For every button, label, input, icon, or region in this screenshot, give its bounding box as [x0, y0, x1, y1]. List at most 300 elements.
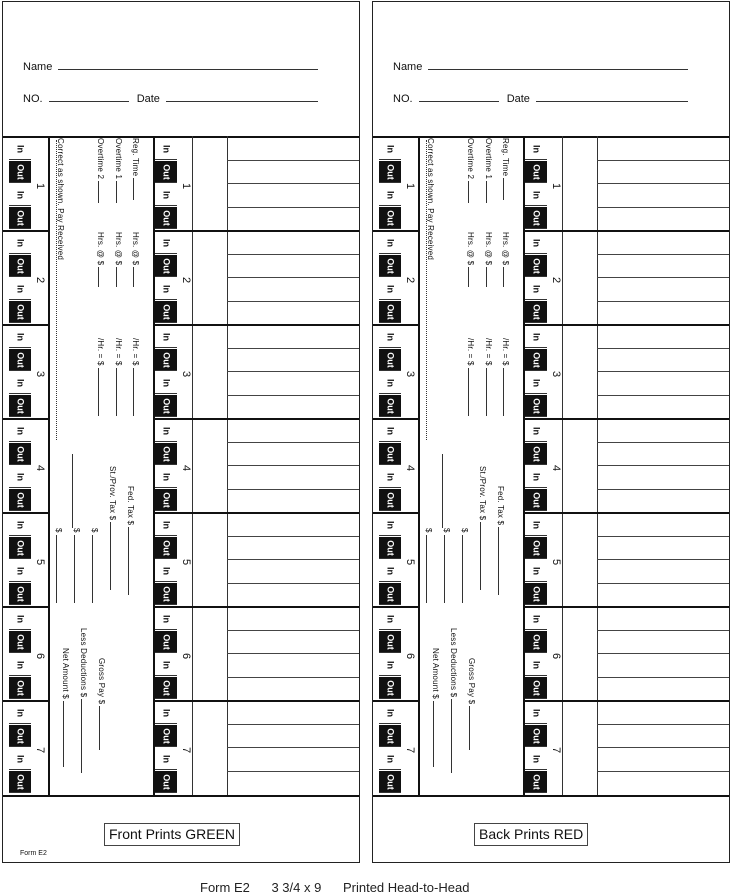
punch-in-label: In	[531, 754, 542, 763]
punch-in-cell	[379, 232, 401, 254]
punch-in-cell	[379, 278, 401, 300]
deduction-label	[424, 528, 434, 605]
day-number: 2	[34, 276, 46, 284]
punch-in-cell	[525, 326, 547, 348]
punch-in-label: In	[531, 566, 542, 575]
fill-blank	[503, 267, 511, 287]
punch-out-cell	[525, 583, 547, 605]
right-punch-strip	[155, 232, 177, 324]
punch-in-label: In	[161, 426, 172, 435]
left-punch-strip	[9, 232, 31, 324]
punch-in-cell	[9, 232, 31, 254]
punch-in-label: In	[161, 378, 172, 387]
punch-in-cell	[155, 372, 177, 394]
number-line	[419, 91, 499, 102]
overtime1-label-text: Overtime 1	[114, 138, 123, 180]
punch-out-label: Out	[161, 539, 172, 556]
right-punch-strip	[525, 420, 547, 512]
punch-in-label: In	[15, 472, 26, 481]
deduction-label	[442, 528, 452, 605]
punch-in-cell	[525, 514, 547, 536]
hours-rate-label	[466, 232, 476, 289]
punch-out-cell	[379, 161, 401, 183]
punch-out-cell	[9, 771, 31, 793]
punch-out-cell	[525, 207, 547, 229]
fill-blank	[74, 535, 82, 603]
punch-in-label: In	[15, 332, 26, 341]
punch-out-cell	[9, 349, 31, 371]
punch-in-cell	[379, 560, 401, 582]
punch-out-cell	[155, 443, 177, 465]
punch-out-label: Out	[531, 679, 542, 696]
punch-in-label: In	[385, 708, 396, 717]
less-deductions-label-text: Less Deductions $	[79, 628, 88, 698]
day-number: 2	[404, 276, 416, 284]
punch-out-cell	[525, 161, 547, 183]
punch-out-cell	[525, 349, 547, 371]
fill-blank	[426, 535, 434, 603]
reg-time-label	[501, 138, 511, 202]
net-amount-label	[431, 648, 441, 769]
hours-line	[597, 371, 729, 372]
front-card	[2, 1, 360, 863]
punch-in-cell	[9, 654, 31, 676]
punch-in-label: In	[531, 426, 542, 435]
punch-out-label: Out	[531, 727, 542, 744]
punch-in-label: In	[385, 754, 396, 763]
number-date-row	[23, 91, 323, 106]
punch-in-label: In	[161, 754, 172, 763]
punch-out-label: Out	[385, 585, 396, 602]
hours-rate-label	[114, 232, 124, 289]
punch-out-label: Out	[531, 303, 542, 320]
name-line	[428, 59, 688, 70]
punch-out-label: Out	[161, 633, 172, 650]
per-hour-label-text: /Hr. = $	[114, 338, 123, 366]
hours-rate-label-text: Hrs. @ $	[484, 232, 493, 266]
punch-out-label: Out	[385, 209, 396, 226]
punch-in-label: In	[15, 378, 26, 387]
punch-in-cell	[525, 278, 547, 300]
deduction-label	[54, 528, 64, 605]
fill-blank	[99, 706, 107, 750]
hours-line	[597, 559, 729, 560]
punch-out-label: Out	[15, 351, 26, 368]
fill-blank	[468, 181, 476, 203]
punch-in-cell	[155, 748, 177, 770]
punch-out-label: Out	[15, 773, 26, 790]
punch-in-cell	[155, 560, 177, 582]
punch-in-label: In	[161, 566, 172, 575]
day-number: 3	[34, 370, 46, 378]
form-caption	[200, 880, 487, 895]
column-divider	[192, 136, 193, 795]
hours-line	[227, 559, 359, 560]
deduction-label-text: $	[460, 528, 469, 533]
punch-out-cell	[525, 631, 547, 653]
punch-out-cell	[155, 631, 177, 653]
punch-out-label: Out	[161, 163, 172, 180]
fill-blank	[498, 527, 506, 595]
day-separator	[523, 606, 729, 608]
day-number: 5	[404, 558, 416, 566]
deduction-label-text: $	[90, 528, 99, 533]
hours-rate-label-text: Hrs. @ $	[466, 232, 475, 266]
gross-pay-label	[97, 658, 107, 752]
hours-line	[227, 653, 359, 654]
less-deductions-label	[79, 628, 89, 775]
punch-in-cell	[155, 138, 177, 160]
punch-out-label: Out	[15, 397, 26, 414]
left-punch-strip	[9, 138, 31, 230]
day-number: 6	[34, 652, 46, 660]
number-line	[49, 91, 129, 102]
day-number: 4	[550, 464, 562, 472]
punch-out-label: Out	[385, 303, 396, 320]
punch-out-cell	[379, 443, 401, 465]
back-card	[372, 1, 730, 863]
punch-in-label: In	[531, 520, 542, 529]
punch-in-cell	[155, 420, 177, 442]
deduction-label-text: $	[424, 528, 433, 533]
punch-in-cell	[155, 184, 177, 206]
punch-out-label: Out	[385, 727, 396, 744]
reg-time-label	[131, 138, 141, 202]
deduction-label	[90, 528, 100, 605]
punch-out-label: Out	[531, 773, 542, 790]
date-line	[166, 91, 318, 102]
punch-in-label: In	[385, 614, 396, 623]
punch-out-cell	[9, 677, 31, 699]
punch-out-label: Out	[531, 633, 542, 650]
hours-line	[597, 207, 729, 208]
right-punch-strip	[525, 138, 547, 230]
punch-in-cell	[155, 608, 177, 630]
punch-in-cell	[155, 278, 177, 300]
hours-line	[597, 583, 729, 584]
pay-received-label	[56, 138, 65, 260]
left-punch-strip	[379, 514, 401, 606]
punch-in-cell	[155, 466, 177, 488]
punch-in-label: In	[385, 426, 396, 435]
strip-divider	[48, 136, 50, 795]
punch-out-cell	[155, 395, 177, 417]
hours-line	[597, 630, 729, 631]
day-separator	[153, 512, 359, 514]
fill-blank	[56, 535, 64, 603]
form-tag: Form E2	[20, 850, 47, 857]
punch-out-cell	[525, 725, 547, 747]
fill-blank	[469, 706, 477, 750]
punch-out-cell	[525, 677, 547, 699]
punch-in-cell	[525, 184, 547, 206]
per-hour-label-text: /Hr. = $	[484, 338, 493, 366]
number-label: NO.	[23, 93, 43, 105]
punch-out-label: Out	[15, 585, 26, 602]
punch-out-label: Out	[385, 257, 396, 274]
pay-received-label-text: Correct as shown. Pay Received	[426, 138, 435, 261]
day-number: 4	[34, 464, 46, 472]
hours-line	[597, 442, 729, 443]
hours-line	[597, 348, 729, 349]
punch-out-cell	[525, 489, 547, 511]
hours-line	[227, 536, 359, 537]
punch-in-label: In	[385, 190, 396, 199]
punch-out-cell	[9, 207, 31, 229]
fill-blank	[462, 535, 470, 603]
punch-in-cell	[9, 748, 31, 770]
reg-time-label-text: Reg. Time	[131, 138, 140, 177]
bottom-rule	[373, 795, 729, 797]
fill-blank	[128, 527, 136, 595]
st-prov-tax-label-text: St./Prov. Tax $	[478, 466, 487, 521]
punch-in-cell	[379, 702, 401, 724]
right-punch-strip	[525, 232, 547, 324]
day-number: 1	[404, 182, 416, 190]
hours-line	[227, 301, 359, 302]
punch-in-cell	[155, 514, 177, 536]
punch-out-label: Out	[15, 727, 26, 744]
hours-rate-label-text: Hrs. @ $	[96, 232, 105, 266]
punch-in-label: In	[385, 378, 396, 387]
punch-in-cell	[9, 372, 31, 394]
punch-in-label: In	[15, 614, 26, 623]
punch-out-cell	[155, 725, 177, 747]
left-punch-strip	[379, 420, 401, 512]
day-separator	[153, 230, 359, 232]
hours-rate-label	[96, 232, 106, 289]
caption-size: 3 3/4 x 9	[271, 880, 322, 895]
punch-out-label: Out	[15, 163, 26, 180]
punch-out-label: Out	[161, 351, 172, 368]
punch-in-label: In	[531, 472, 542, 481]
punch-out-label: Out	[531, 491, 542, 508]
st-prov-tax-label	[108, 466, 118, 592]
punch-out-cell	[155, 161, 177, 183]
punch-in-cell	[9, 326, 31, 348]
fill-blank	[81, 699, 89, 773]
punch-out-cell	[9, 489, 31, 511]
punch-in-cell	[155, 702, 177, 724]
punch-in-label: In	[531, 378, 542, 387]
punch-in-label: In	[531, 144, 542, 153]
punch-in-label: In	[15, 426, 26, 435]
punch-out-cell	[9, 443, 31, 465]
punch-in-cell	[9, 560, 31, 582]
punch-out-label: Out	[385, 351, 396, 368]
pay-received-label	[426, 138, 435, 260]
punch-in-label: In	[385, 144, 396, 153]
hours-rate-label	[501, 232, 511, 289]
right-punch-strip	[525, 326, 547, 418]
punch-in-cell	[525, 702, 547, 724]
punch-in-label: In	[385, 472, 396, 481]
hours-line	[227, 183, 359, 184]
pay-received-label-text: Correct as shown. Pay Received	[56, 138, 65, 261]
punch-out-cell	[379, 771, 401, 793]
fill-blank	[433, 701, 441, 767]
punch-in-cell	[9, 184, 31, 206]
st-prov-tax-label	[478, 466, 488, 592]
punch-out-cell	[525, 771, 547, 793]
fill-blank	[503, 178, 511, 200]
punch-out-label: Out	[385, 397, 396, 414]
punch-out-label: Out	[15, 257, 26, 274]
overtime1-label-text: Overtime 1	[484, 138, 493, 180]
overtime2-label-text: Overtime 2	[96, 138, 105, 180]
per-hour-label	[501, 338, 511, 418]
day-separator	[523, 700, 729, 702]
punch-out-cell	[379, 677, 401, 699]
less-deductions-label	[449, 628, 459, 775]
net-amount-label-text: Net Amount $	[431, 648, 440, 699]
deduction-line	[442, 454, 443, 528]
punch-in-cell	[9, 608, 31, 630]
punch-in-label: In	[531, 238, 542, 247]
gross-pay-label-text: Gross Pay $	[467, 658, 476, 705]
hours-line	[227, 160, 359, 161]
caption-form: Form E2	[200, 880, 250, 895]
punch-out-label: Out	[15, 679, 26, 696]
punch-out-label: Out	[15, 209, 26, 226]
punch-out-label: Out	[531, 351, 542, 368]
punch-in-cell	[379, 466, 401, 488]
punch-in-cell	[525, 138, 547, 160]
reg-time-label-text: Reg. Time	[501, 138, 510, 177]
deduction-label-text: $	[54, 528, 63, 533]
fed-tax-label	[496, 486, 506, 597]
day-separator	[153, 700, 359, 702]
fill-blank	[98, 267, 106, 287]
hours-line	[227, 724, 359, 725]
hours-line	[597, 465, 729, 466]
day-number: 7	[550, 746, 562, 754]
fill-blank	[468, 368, 476, 416]
deduction-label-text: $	[442, 528, 451, 533]
punch-in-cell	[379, 748, 401, 770]
fill-blank	[486, 181, 494, 203]
punch-out-cell	[9, 725, 31, 747]
hours-line	[227, 771, 359, 772]
punch-out-cell	[155, 771, 177, 793]
left-punch-strip	[379, 326, 401, 418]
punch-out-cell	[379, 631, 401, 653]
punch-out-label: Out	[161, 773, 172, 790]
name-row	[393, 59, 693, 74]
punch-out-label: Out	[385, 163, 396, 180]
fill-blank	[116, 181, 124, 203]
left-punch-strip	[379, 608, 401, 700]
punch-in-cell	[525, 748, 547, 770]
punch-out-label: Out	[385, 633, 396, 650]
punch-in-cell	[525, 654, 547, 676]
left-punch-strip	[9, 702, 31, 794]
day-number: 5	[34, 558, 46, 566]
punch-out-label: Out	[15, 491, 26, 508]
punch-out-cell	[9, 537, 31, 559]
punch-out-label: Out	[531, 257, 542, 274]
hours-line	[597, 395, 729, 396]
hours-line	[597, 301, 729, 302]
punch-in-label: In	[385, 520, 396, 529]
punch-in-cell	[379, 372, 401, 394]
name-label: Name	[23, 61, 53, 73]
hours-line	[597, 160, 729, 161]
fill-blank	[451, 699, 459, 773]
punch-in-label: In	[531, 614, 542, 623]
fill-blank	[110, 522, 118, 590]
punch-out-cell	[525, 395, 547, 417]
punch-in-label: In	[531, 708, 542, 717]
hours-rate-label-text: Hrs. @ $	[131, 232, 140, 266]
hours-rate-label-text: Hrs. @ $	[501, 232, 510, 266]
overtime1-label	[114, 138, 124, 205]
punch-out-cell	[155, 677, 177, 699]
day-number: 3	[180, 370, 192, 378]
less-deductions-label-text: Less Deductions $	[449, 628, 458, 698]
fill-blank	[116, 267, 124, 287]
per-hour-label	[131, 338, 141, 418]
fill-blank	[98, 368, 106, 416]
punch-out-cell	[155, 301, 177, 323]
left-punch-strip	[379, 138, 401, 230]
hours-line	[597, 677, 729, 678]
overtime1-label	[484, 138, 494, 205]
punch-in-cell	[525, 466, 547, 488]
punch-in-label: In	[161, 238, 172, 247]
day-number: 5	[180, 558, 192, 566]
day-number: 3	[550, 370, 562, 378]
print-color-stamp: Back Prints RED	[474, 823, 588, 846]
punch-out-cell	[9, 301, 31, 323]
right-punch-strip	[525, 702, 547, 794]
punch-out-cell	[379, 583, 401, 605]
punch-out-cell	[155, 207, 177, 229]
punch-out-cell	[525, 443, 547, 465]
punch-out-label: Out	[385, 773, 396, 790]
punch-out-cell	[379, 395, 401, 417]
day-number: 6	[404, 652, 416, 660]
punch-in-label: In	[15, 566, 26, 575]
left-punch-strip	[379, 232, 401, 324]
punch-in-label: In	[161, 144, 172, 153]
right-punch-strip	[155, 138, 177, 230]
right-punch-strip	[155, 420, 177, 512]
punch-in-label: In	[531, 284, 542, 293]
punch-out-cell	[379, 489, 401, 511]
hours-line	[597, 747, 729, 748]
punch-out-label: Out	[161, 679, 172, 696]
day-number: 6	[550, 652, 562, 660]
punch-out-label: Out	[531, 397, 542, 414]
fill-blank	[92, 535, 100, 603]
fill-blank	[503, 368, 511, 416]
right-punch-strip	[525, 514, 547, 606]
punch-out-cell	[525, 301, 547, 323]
punch-out-label: Out	[161, 491, 172, 508]
punch-in-cell	[379, 654, 401, 676]
punch-in-cell	[525, 420, 547, 442]
punch-out-label: Out	[385, 491, 396, 508]
per-hour-label-text: /Hr. = $	[501, 338, 510, 366]
hours-line	[227, 747, 359, 748]
punch-in-cell	[379, 608, 401, 630]
name-row	[23, 59, 323, 74]
punch-out-cell	[155, 349, 177, 371]
punch-in-label: In	[385, 332, 396, 341]
punch-out-label: Out	[161, 445, 172, 462]
punch-out-label: Out	[531, 163, 542, 180]
